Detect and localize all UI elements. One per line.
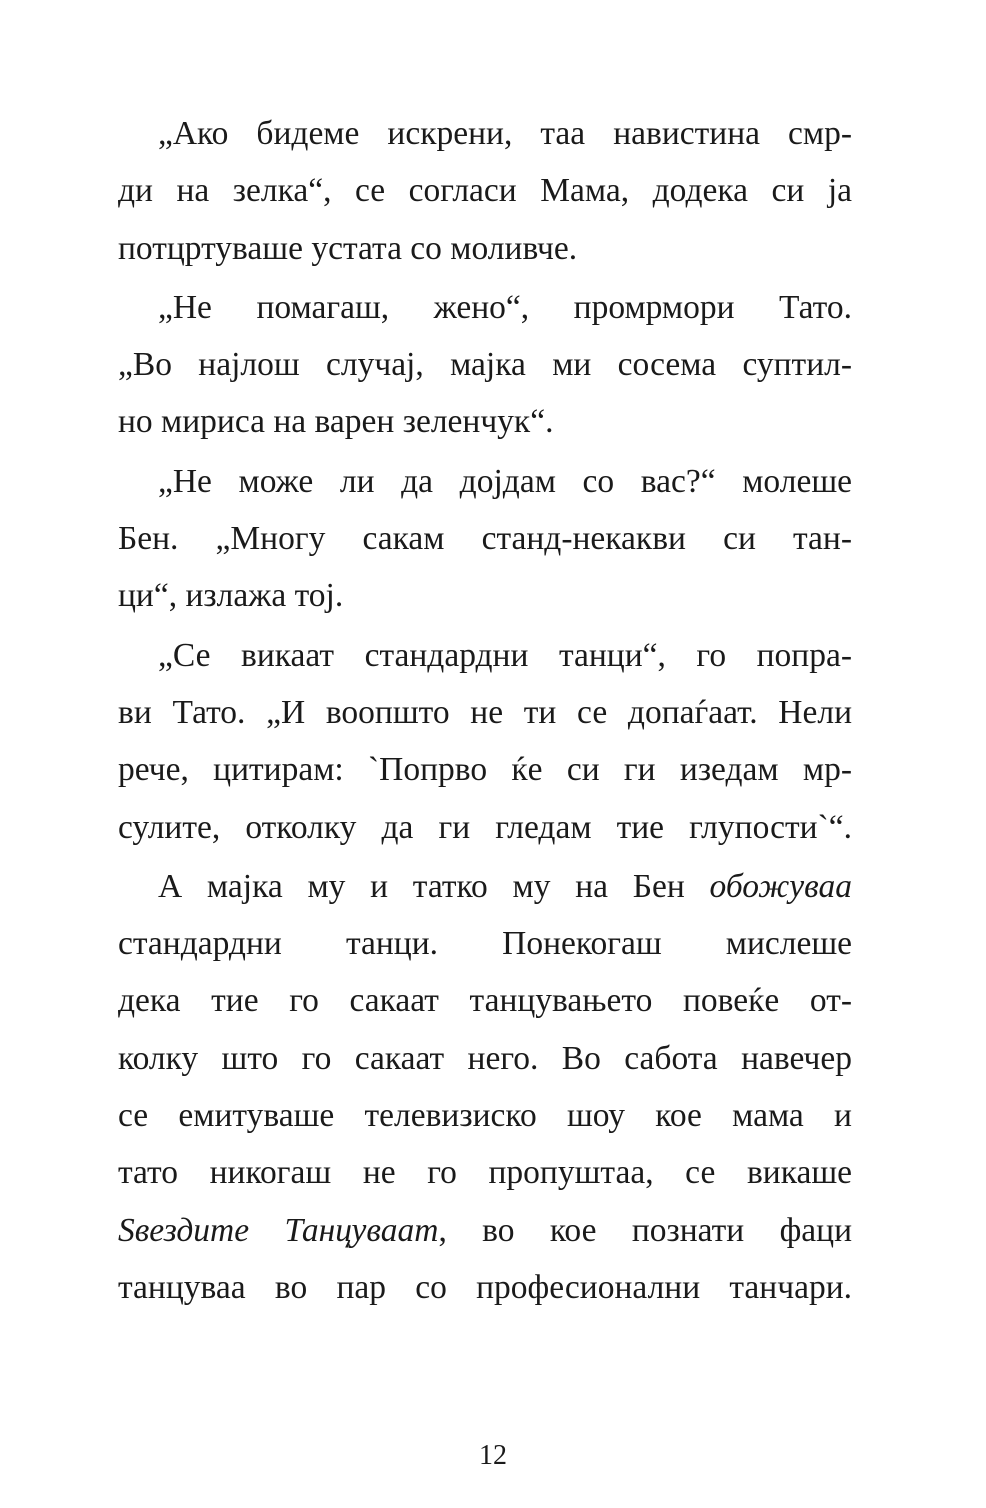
- text-line: „Во најлош случај, мајка ми сосема суптил-: [118, 346, 852, 384]
- text-line: ви Тато. „И воопшто не ти се допаѓаат. Нели: [118, 693, 852, 731]
- paragraph: [118, 279, 852, 451]
- paragraph: [118, 105, 852, 277]
- text-line: ци“, излажа тој.: [118, 577, 344, 615]
- page-number: 12: [479, 1440, 507, 1471]
- text-line: „Не помагаш, жено“, промрмори Тато.: [158, 288, 852, 326]
- text-line: рече, цитирам: `Попрво ќе си ги изедам мр-: [118, 751, 852, 789]
- text-line: сулите, отколку да ги гледам тие глупости`“.: [118, 808, 852, 846]
- text-line: „Се викаат стандардни танци“, го попра-: [158, 636, 852, 674]
- text-line: но мириса на варен зеленчук“.: [118, 403, 554, 441]
- text-line: „Не може ли да дојдам со вас?“ молеше: [158, 462, 852, 500]
- text-line: се емитуваше телевизиско шоу кое мама и: [118, 1097, 852, 1135]
- paragraph: [118, 453, 852, 625]
- book-page-body: [118, 105, 852, 1316]
- italic-emphasis: обожуваа: [709, 867, 852, 905]
- text-run: А мајка му и татко му на Бен: [158, 867, 710, 905]
- text-line: ди на зелка“, се согласи Мама, додека си ја: [118, 172, 852, 210]
- text-line: [118, 858, 852, 915]
- text-line: [118, 1202, 852, 1259]
- text-line: потцртуваше устата со моливче.: [118, 229, 578, 267]
- text-line: дека тие го сакаат танцувањето повеќе от-: [118, 982, 852, 1020]
- text-run: , во кое познати фаци: [438, 1211, 853, 1249]
- text-line: стандардни танци. Понекогаш мислеше: [118, 925, 852, 963]
- text-line: „Ако бидеме искрени, таа навистина смр-: [158, 115, 852, 152]
- text-line: танцуваа во пар со професионални танчари.: [118, 1268, 852, 1306]
- text-line: Бен. „Многу сакам станд-некакви си тан-: [118, 520, 852, 558]
- text-line: тато никогаш не го пропуштаа, се викаше: [118, 1154, 852, 1192]
- paragraph: [118, 627, 852, 856]
- text-line: колку што го сакаат него. Во сабота навечер: [118, 1039, 852, 1077]
- paragraph: [118, 858, 852, 1316]
- show-title-italic: Ѕвездите Танцуваат: [118, 1211, 439, 1249]
